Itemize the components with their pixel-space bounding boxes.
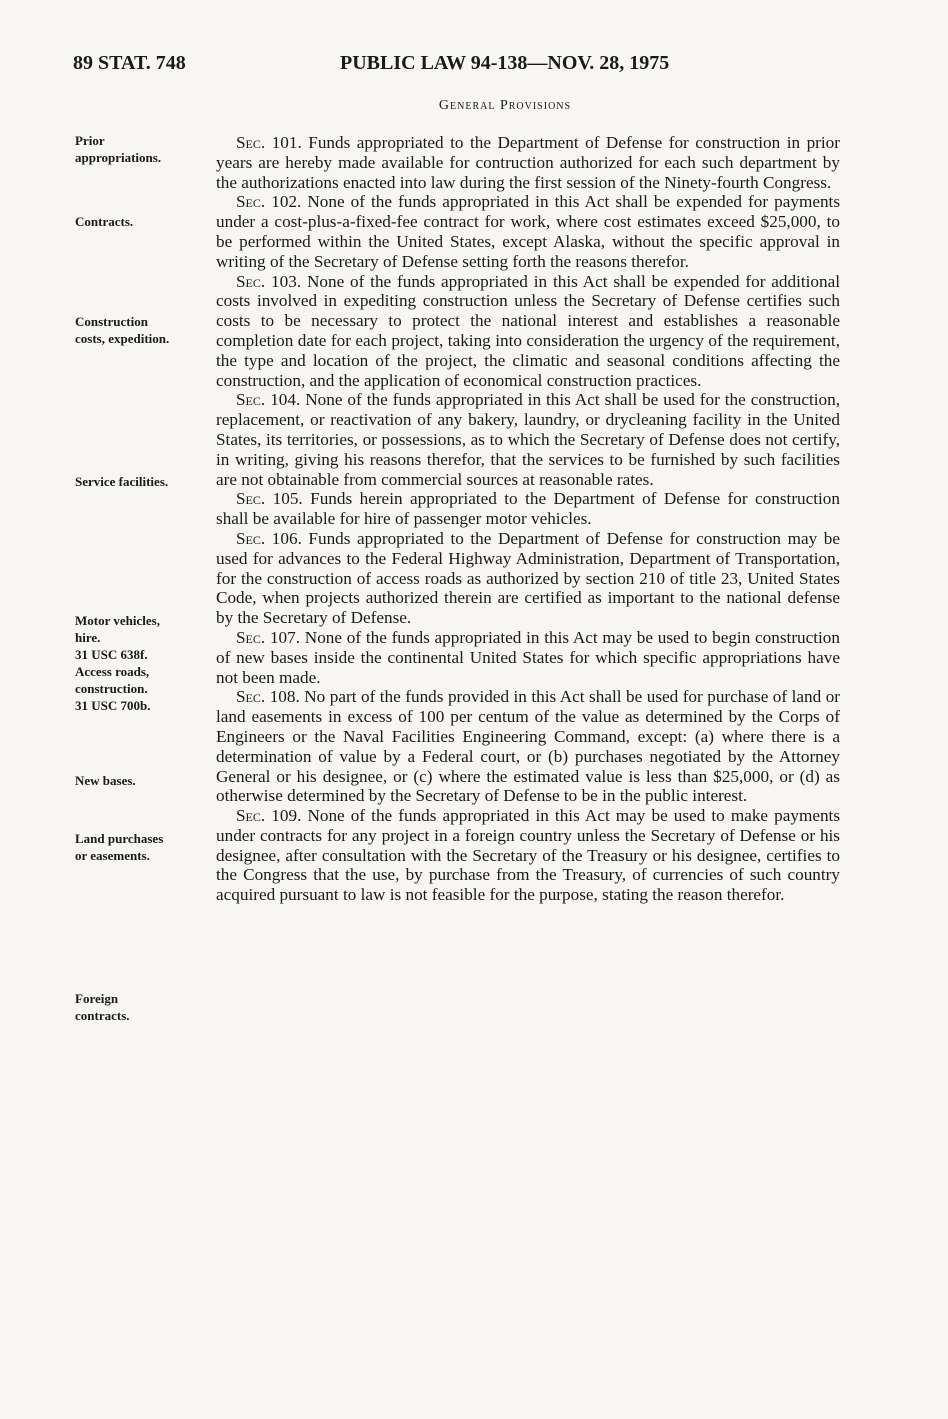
- margin-note-line: appropriations.: [75, 150, 162, 165]
- margin-note-line: Contracts.: [75, 214, 134, 229]
- section-label: Sec.: [236, 528, 266, 548]
- section-body: 103. None of the funds appropriated in this Act shall be expended for additional costs involved in expediting construction unless the Secretary of Defense certifies such costs to be necessary to protect the national interest and establishes a reasonable completion date for each project, taking into consideration the urgency of the requirement, the type and location of the project, the climatic and seasonal conditions affecting the construction, and the application of economical construction practices.: [216, 271, 840, 390]
- section-label: Sec.: [236, 489, 266, 509]
- section-106: [216, 529, 840, 628]
- section-104: [216, 390, 840, 489]
- section-body: 108. No part of the funds provided in this Act shall be used for purchase of land or land easements in excess of 100 per centum of the value as determined by the Corps of Engineers or the Naval Facilities Engineering Command, except: (a) where there is a determination of value by a Federal court, or (b) purchases negotiated by the Attorney General or his designee, or (c) where the estimated value is less than $25,000, or (d) as otherwise determined by the Secretary of Defense to be in the public interest.: [216, 687, 841, 806]
- margin-note-line: Service facilities.: [75, 474, 169, 489]
- margin-note-line: or easements.: [75, 848, 150, 863]
- section-label: Sec.: [236, 390, 266, 410]
- margin-note-line: 31 USC 700b.: [75, 698, 151, 713]
- section-label: Sec.: [236, 133, 266, 152]
- section-body: 106. Funds appropriated to the Department of Defense for construction may be used for advances to the Federal Highway Administration, Department of Transportation, for the construction of access roads as authorized by section 210 of title 23, United States Code, when projects authorized therein are certified as important to the national defense by the Secretary of Defense.: [216, 528, 840, 628]
- margin-note-line: Motor vehicles,: [75, 613, 160, 628]
- margin-note-line: construction.: [75, 681, 148, 696]
- section-103: [216, 272, 840, 391]
- margin-note-line: Foreign: [75, 991, 119, 1006]
- section-label: Sec.: [236, 806, 266, 826]
- section-body: 105. Funds herein appropriated to the Department of Defense for construction shall be available for hire of passenger motor vehicles.: [216, 489, 840, 529]
- margin-note-line: 31 USC 638f.: [75, 647, 148, 662]
- section-text-block: [216, 133, 840, 905]
- margin-note-line: hire.: [75, 630, 101, 645]
- margin-note-foreign-contracts: [75, 990, 205, 1024]
- section-102: [216, 192, 840, 271]
- margin-note-construction-costs: [75, 313, 205, 347]
- section-heading: General Provisions: [438, 98, 572, 113]
- section-body: 104. None of the funds appropriated in this Act shall be used for the construction, replacement, or reactivation of any bakery, laundry, or drycleaning facility in the United States, its territories, or possessions, as to which the Secretary of Defense does not certify, in writing, giving his reasons therefor, that the services to be furnished by such facilities are not obtainable from commercial sources at reasonable rates.: [216, 390, 841, 489]
- section-108: [216, 687, 840, 806]
- margin-note-service-facilities: [75, 473, 205, 490]
- section-body: 101. Funds appropriated to the Department of Defense for construction in prior years are hereby made available for contruction authorized for each such department by the authorizations enacted into law during the first session of the Ninety-fourth Congress.: [216, 133, 840, 192]
- margin-note-line: Land purchases: [75, 831, 164, 846]
- statute-page-number: 89 STAT. 748: [73, 52, 186, 74]
- section-109: [216, 806, 840, 905]
- margin-note-new-bases: [75, 772, 205, 789]
- section-label: Sec.: [236, 192, 266, 212]
- margin-note-motor-vehicles: [75, 612, 205, 714]
- margin-note-line: Access roads,: [75, 664, 150, 679]
- section-label: Sec.: [236, 271, 266, 291]
- margin-note-contracts: [75, 213, 205, 230]
- section-body: 102. None of the funds appropriated in this Act shall be expended for payments under a cost-plus-a-fixed-fee contract for work, where cost estimates exceed $25,000, to be performed within the United States, except Alaska, without the specific approval in writing of the Secretary of Defense setting forth the reasons therefor.: [216, 192, 841, 271]
- section-105: [216, 489, 840, 529]
- margin-note-land-purchases: [75, 830, 205, 864]
- margin-note-prior-appropriations: [75, 132, 205, 166]
- running-header: PUBLIC LAW 94-138—NOV. 28, 1975: [340, 52, 670, 74]
- section-body: 109. None of the funds appropriated in this Act may be used to make payments under contracts for any project in a foreign country unless the Secretary of Defense or his designee, after consultation with the Secretary of the Treasury or his designee, certifies to the Congress that the use, by purchase from the Treasury, of currencies of such country acquired pursuant to law is not feasible for the purpose, stating the reason therefor.: [216, 806, 841, 905]
- section-101: [216, 133, 840, 192]
- section-body: 107. None of the funds appropriated in this Act may be used to begin construction of new bases inside the continental United States for which specific appropriations have not been made.: [216, 627, 840, 687]
- margin-note-line: costs, expedition.: [75, 331, 170, 346]
- section-label: Sec.: [236, 687, 266, 707]
- margin-note-line: Construction: [75, 314, 148, 329]
- section-107: [216, 628, 840, 687]
- margin-note-line: New bases.: [75, 773, 136, 788]
- section-label: Sec.: [236, 627, 266, 647]
- margin-note-line: Prior: [75, 133, 105, 148]
- margin-note-line: contracts.: [75, 1008, 130, 1023]
